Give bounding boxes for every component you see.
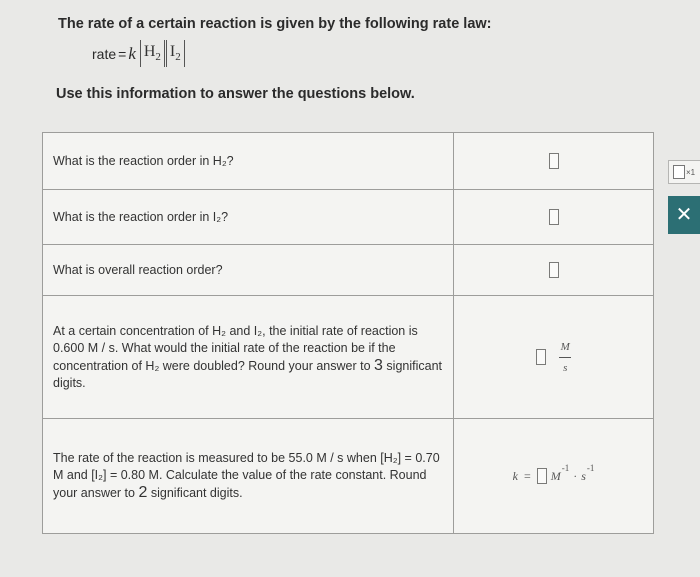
multiplier-label: ×1 — [686, 167, 696, 177]
k-label: k — [512, 468, 518, 483]
rate-constant-symbol: k — [128, 43, 136, 63]
check-widget[interactable] — [668, 160, 700, 184]
question-cell — [43, 419, 454, 534]
h2-concentration: $H_2$ — [140, 40, 165, 67]
answer-cell — [454, 419, 654, 534]
unit-s: s — [581, 468, 586, 483]
answer-cell — [454, 296, 654, 419]
rate-constant-input[interactable] — [537, 468, 547, 484]
rate-law — [92, 40, 186, 67]
question-text: The rate of the reaction is measured to be 55.0 M / s when [H₂] = 0.70 M and [I₂] = 0.80 M. Calculate the value of the rate constant. Round your answer to 2 significant digits. — [53, 451, 440, 501]
exp-s: -1 — [586, 463, 595, 473]
unit-m: M — [550, 468, 561, 483]
question-cell — [43, 245, 454, 296]
close-button[interactable] — [668, 196, 700, 234]
rate-label: rate — [92, 45, 117, 62]
answer-cell — [454, 133, 654, 190]
question-text: What is the reaction order in I₂? — [53, 209, 229, 224]
order-i2-input[interactable] — [549, 209, 559, 225]
table-row — [43, 245, 654, 296]
overall-order-input[interactable] — [549, 262, 559, 278]
question-cell — [43, 296, 454, 419]
question-text: What is the reaction order in H₂? — [53, 153, 234, 168]
answer-cell — [454, 245, 654, 296]
instructions-text: Use this information to answer the questions below. — [56, 86, 415, 102]
intro-text: The rate of a certain reaction is given by the following rate law: — [58, 16, 492, 32]
k-equals: = — [523, 468, 531, 483]
unit-dot: · — [573, 468, 578, 483]
question-text: What is overall reaction order? — [53, 262, 223, 277]
sig-digits: 3 — [374, 356, 383, 374]
i2-concentration: $I_2$ — [166, 40, 185, 67]
unit-fraction — [559, 341, 571, 374]
checkbox-icon — [673, 165, 685, 179]
new-rate-input[interactable] — [536, 349, 546, 365]
rate-constant-expression — [512, 463, 595, 484]
answer-cell — [454, 190, 654, 245]
unit-numerator: M — [560, 340, 570, 353]
close-icon: ✕ — [675, 204, 693, 226]
question-table — [42, 132, 654, 534]
order-h2-input[interactable] — [549, 153, 559, 169]
question-text: At a certain concentration of H₂ and I₂, the initial rate of reaction is 0.600 M / s. What would the initial rate of the reaction be if the concentration of H₂ were doubled? Round your answer to 3 significant digits. — [53, 323, 443, 390]
unit-denominator: s — [563, 361, 568, 374]
equals-sign: = — [118, 45, 127, 62]
table-row — [43, 296, 654, 419]
sig-digits: 2 — [138, 484, 148, 501]
question-cell — [43, 190, 454, 245]
table-row — [43, 133, 654, 190]
table-row — [43, 190, 654, 245]
question-cell — [43, 133, 454, 190]
exp-m: -1 — [561, 463, 570, 473]
table-row — [43, 419, 654, 534]
